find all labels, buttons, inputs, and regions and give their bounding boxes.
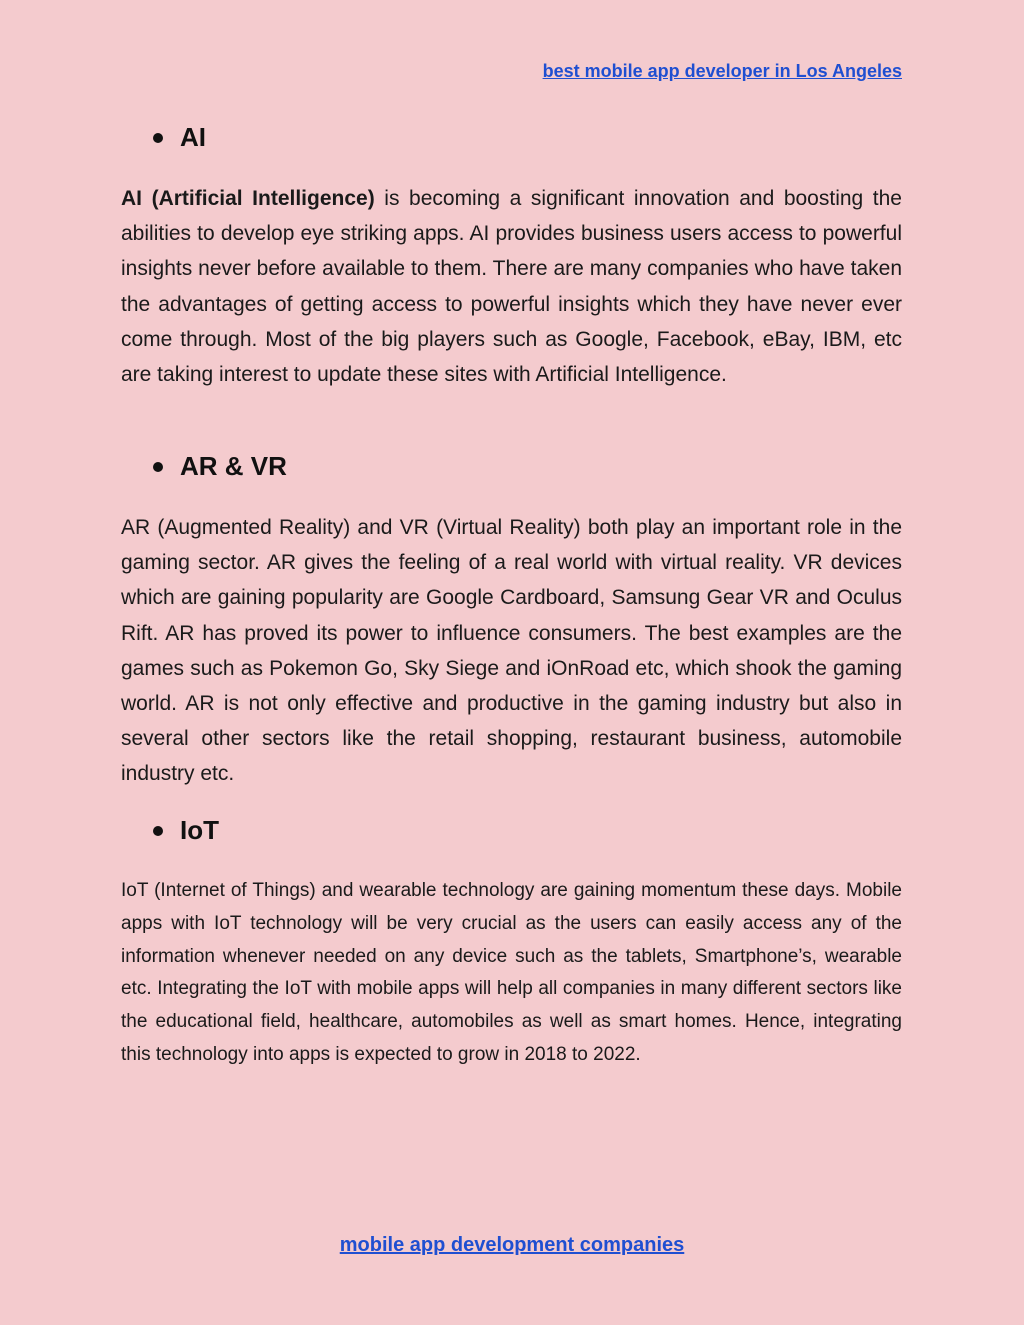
section-heading-ai xyxy=(153,122,206,153)
section-paragraph-ai xyxy=(121,181,902,392)
bullet-icon xyxy=(153,133,163,143)
section-heading-text: AI xyxy=(180,122,206,152)
section-heading-text: IoT xyxy=(180,815,219,845)
paragraph-body: is becoming a significant innovation and boosting the abilities to develop eye striking apps. AI provides business users access to powerful insights never before available to them. There are many companies who have taken the advantages of getting access to powerful insights which they have never ever come through. Most of the big players such as Google, Facebook, eBay, IBM, etc are taking interest to update these sites with Artificial Intelligence. xyxy=(121,187,902,387)
header-link[interactable]: best mobile app developer in Los Angeles xyxy=(542,61,902,81)
section-heading-text: AR & VR xyxy=(180,451,287,481)
bullet-icon xyxy=(153,826,163,836)
section-heading-ar-vr xyxy=(153,451,287,482)
section-heading-iot xyxy=(153,815,219,846)
paragraph-body: IoT (Internet of Things) and wearable technology are gaining momentum these days. Mobile apps with IoT technology will be very crucial as the users can easily access any of the information whenever needed on any device such as the tablets, Smartphone’s, wearable etc. Integrating the IoT with mobile apps will help all companies in many different sectors like the educational field, healthcare, automobiles as well as smart homes. Hence, integrating this technology into apps is expected to grow in 2018 to 2022. xyxy=(121,880,902,1065)
section-paragraph-ar-vr xyxy=(121,510,902,792)
bullet-icon xyxy=(153,462,163,472)
section-paragraph-iot xyxy=(121,875,902,1072)
footer-link[interactable]: mobile app development companies xyxy=(339,1234,685,1256)
paragraph-body: AR (Augmented Reality) and VR (Virtual Reality) both play an important role in the gaming sector. AR gives the feeling of a real world with virtual reality. VR devices which are gaining popularity are Google Cardboard, Samsung Gear VR and Oculus Rift. AR has proved its power to influence consumers. The best examples are the games such as Pokemon Go, Sky Siege and iOnRoad etc, which shook the gaming world. AR is not only effective and productive in the gaming industry but also in several other sectors like the retail shopping, restaurant business, automobile industry etc. xyxy=(121,516,902,786)
paragraph-lead-bold: AI (Artificial Intelligence) xyxy=(121,187,375,210)
